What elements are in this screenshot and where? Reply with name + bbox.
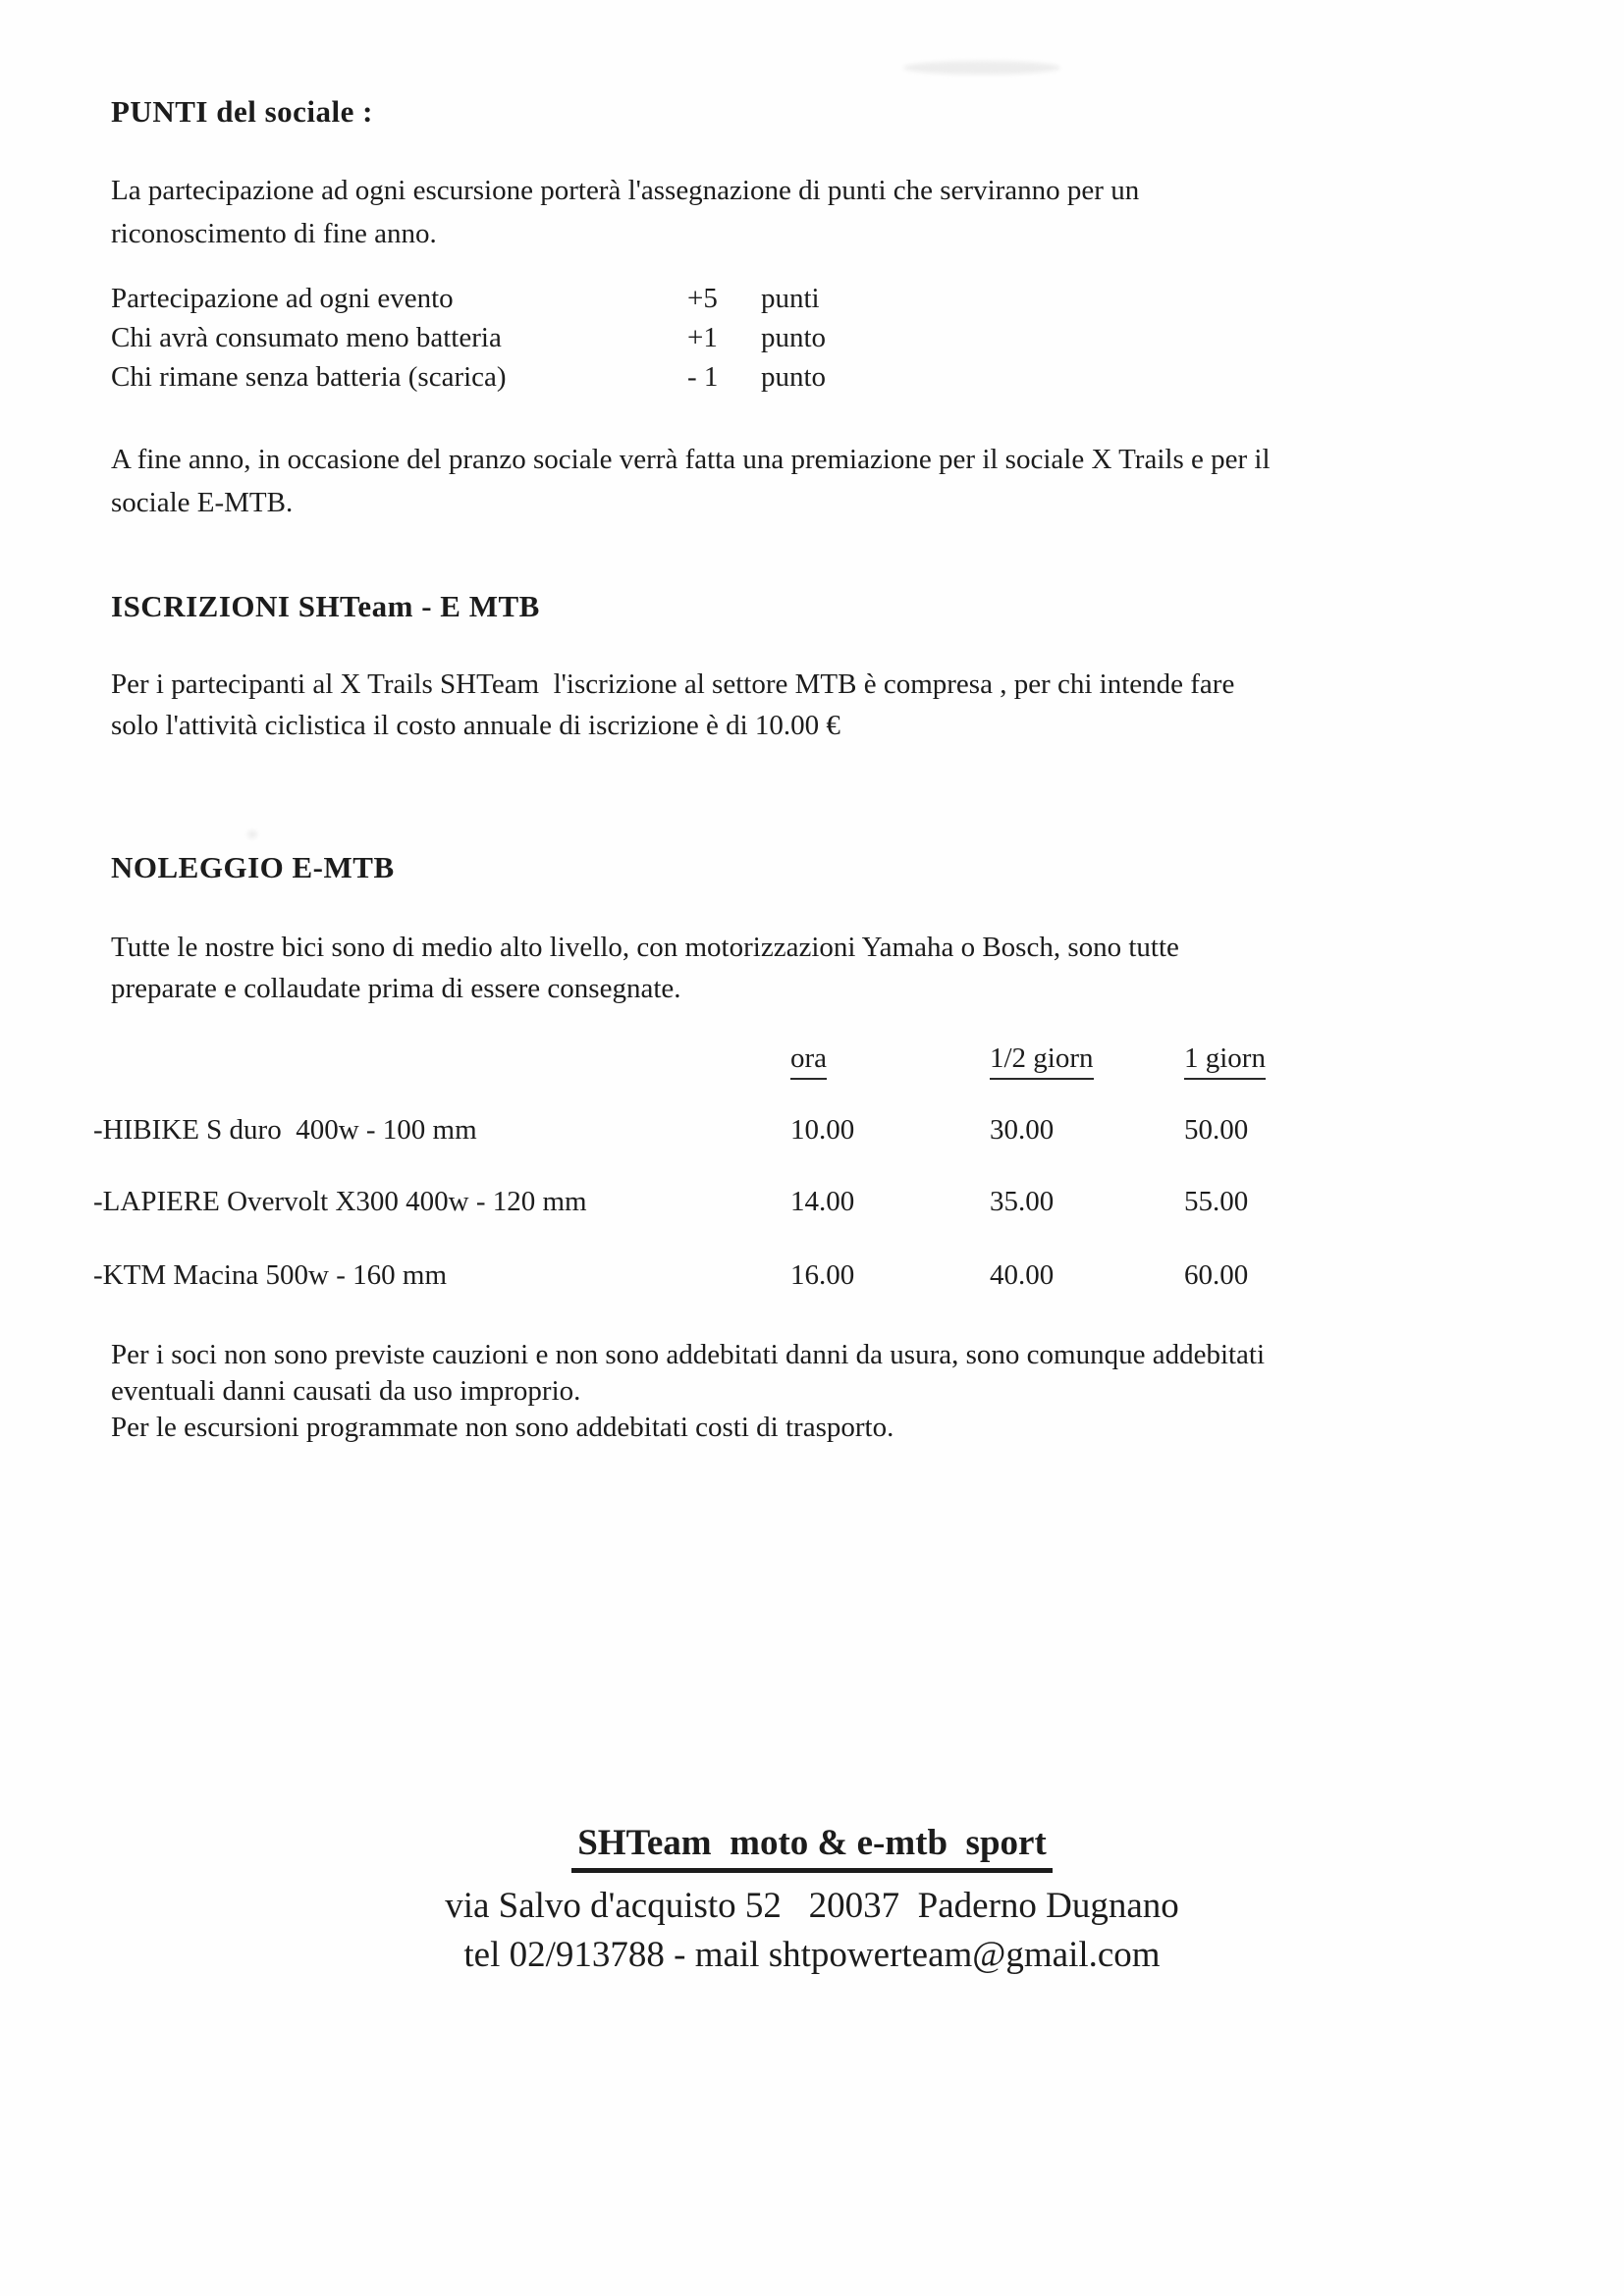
noleggio-body-paragraph bbox=[111, 927, 1554, 1009]
table-cell-price-mezza: 40.00 bbox=[990, 1259, 1055, 1291]
points-row-value: +5 bbox=[687, 283, 718, 314]
table-header-mezza-giornata: 1/2 giorn bbox=[990, 1042, 1094, 1080]
punti-note-line-1: A fine anno, in occasione del pranzo sociale verrà fatta una premiazione per il sociale X Trails e per il bbox=[111, 444, 1271, 475]
footer-contact: tel 02/913788 - mail shtpowerteam@gmail.com bbox=[463, 1935, 1161, 1975]
noleggio-section-heading: NOLEGGIO E-MTB bbox=[111, 850, 395, 884]
table-cell-price-giorno: 50.00 bbox=[1184, 1114, 1249, 1146]
points-row-value: +1 bbox=[687, 322, 718, 353]
noleggio-body-line-1: Tutte le nostre bici sono di medio alto livello, con motorizzazioni Yamaha o Bosch, sono tutte bbox=[111, 932, 1179, 963]
table-cell-price-mezza: 35.00 bbox=[990, 1186, 1055, 1217]
table-cell-price-ora: 10.00 bbox=[790, 1114, 855, 1146]
footer-title-row bbox=[0, 1822, 1624, 1873]
scan-artifact bbox=[903, 61, 1060, 75]
table-cell-price-mezza: 30.00 bbox=[990, 1114, 1055, 1146]
points-row-label: Chi rimane senza batteria (scarica) bbox=[111, 361, 507, 393]
noleggio-note-line-2: eventuali danni causati da uso improprio. bbox=[111, 1375, 581, 1407]
table-row-bike-label: -HIBIKE S duro 400w - 100 mm bbox=[93, 1114, 477, 1146]
iscrizioni-body-line-1: Per i partecipanti al X Trails SHTeam l'iscrizione al settore MTB è compresa , per chi intende fare bbox=[111, 668, 1235, 700]
table-cell-price-ora: 16.00 bbox=[790, 1259, 855, 1291]
table-cell-price-giorno: 60.00 bbox=[1184, 1259, 1249, 1291]
punti-intro-line-1: La partecipazione ad ogni escursione porterà l'assegnazione di punti che serviranno per un bbox=[111, 175, 1140, 206]
footer-contact-row bbox=[0, 1934, 1624, 1976]
points-row-label: Chi avrà consumato meno batteria bbox=[111, 322, 502, 353]
noleggio-note-line-1: Per i soci non sono previste cauzioni e non sono addebitati danni da usura, sono comunque addebitati bbox=[111, 1339, 1266, 1370]
punti-note-line-2: sociale E-MTB. bbox=[111, 487, 294, 518]
table-row-bike-label: -LAPIERE Overvolt X300 400w - 120 mm bbox=[93, 1186, 587, 1217]
punti-intro-line-2: riconoscimento di fine anno. bbox=[111, 218, 437, 249]
footer-address: via Salvo d'acquisto 52 20037 Paderno Dugnano bbox=[445, 1886, 1179, 1926]
iscrizioni-body-paragraph bbox=[111, 664, 1554, 746]
noleggio-note-line-3: Per le escursioni programmate non sono addebitati costi di trasporto. bbox=[111, 1412, 894, 1443]
table-row-bike-label: -KTM Macina 500w - 160 mm bbox=[93, 1259, 448, 1291]
scan-artifact bbox=[247, 830, 257, 838]
punti-intro-paragraph bbox=[111, 169, 1535, 255]
table-cell-price-giorno: 55.00 bbox=[1184, 1186, 1249, 1217]
points-row-unit: punto bbox=[761, 322, 827, 353]
footer-address-row bbox=[0, 1885, 1624, 1927]
table-cell-price-ora: 14.00 bbox=[790, 1186, 855, 1217]
noleggio-notes-paragraph bbox=[111, 1337, 1564, 1446]
punti-section-heading: PUNTI del sociale : bbox=[111, 94, 373, 129]
points-row-unit: punto bbox=[761, 361, 827, 393]
points-row-label: Partecipazione ad ogni evento bbox=[111, 283, 454, 314]
footer-club-title: SHTeam moto & e-mtb sport bbox=[571, 1822, 1053, 1873]
iscrizioni-body-line-2: solo l'attività ciclistica il costo annuale di iscrizione è di 10.00 € bbox=[111, 710, 840, 741]
noleggio-body-line-2: preparate e collaudate prima di essere consegnate. bbox=[111, 973, 681, 1004]
punti-note-paragraph bbox=[111, 438, 1554, 524]
points-row-value: - 1 bbox=[687, 361, 719, 393]
table-header-giornata: 1 giorn bbox=[1184, 1042, 1266, 1080]
iscrizioni-section-heading: ISCRIZIONI SHTeam - E MTB bbox=[111, 589, 540, 623]
points-row-unit: punti bbox=[761, 283, 820, 314]
table-header-ora: ora bbox=[790, 1042, 827, 1080]
